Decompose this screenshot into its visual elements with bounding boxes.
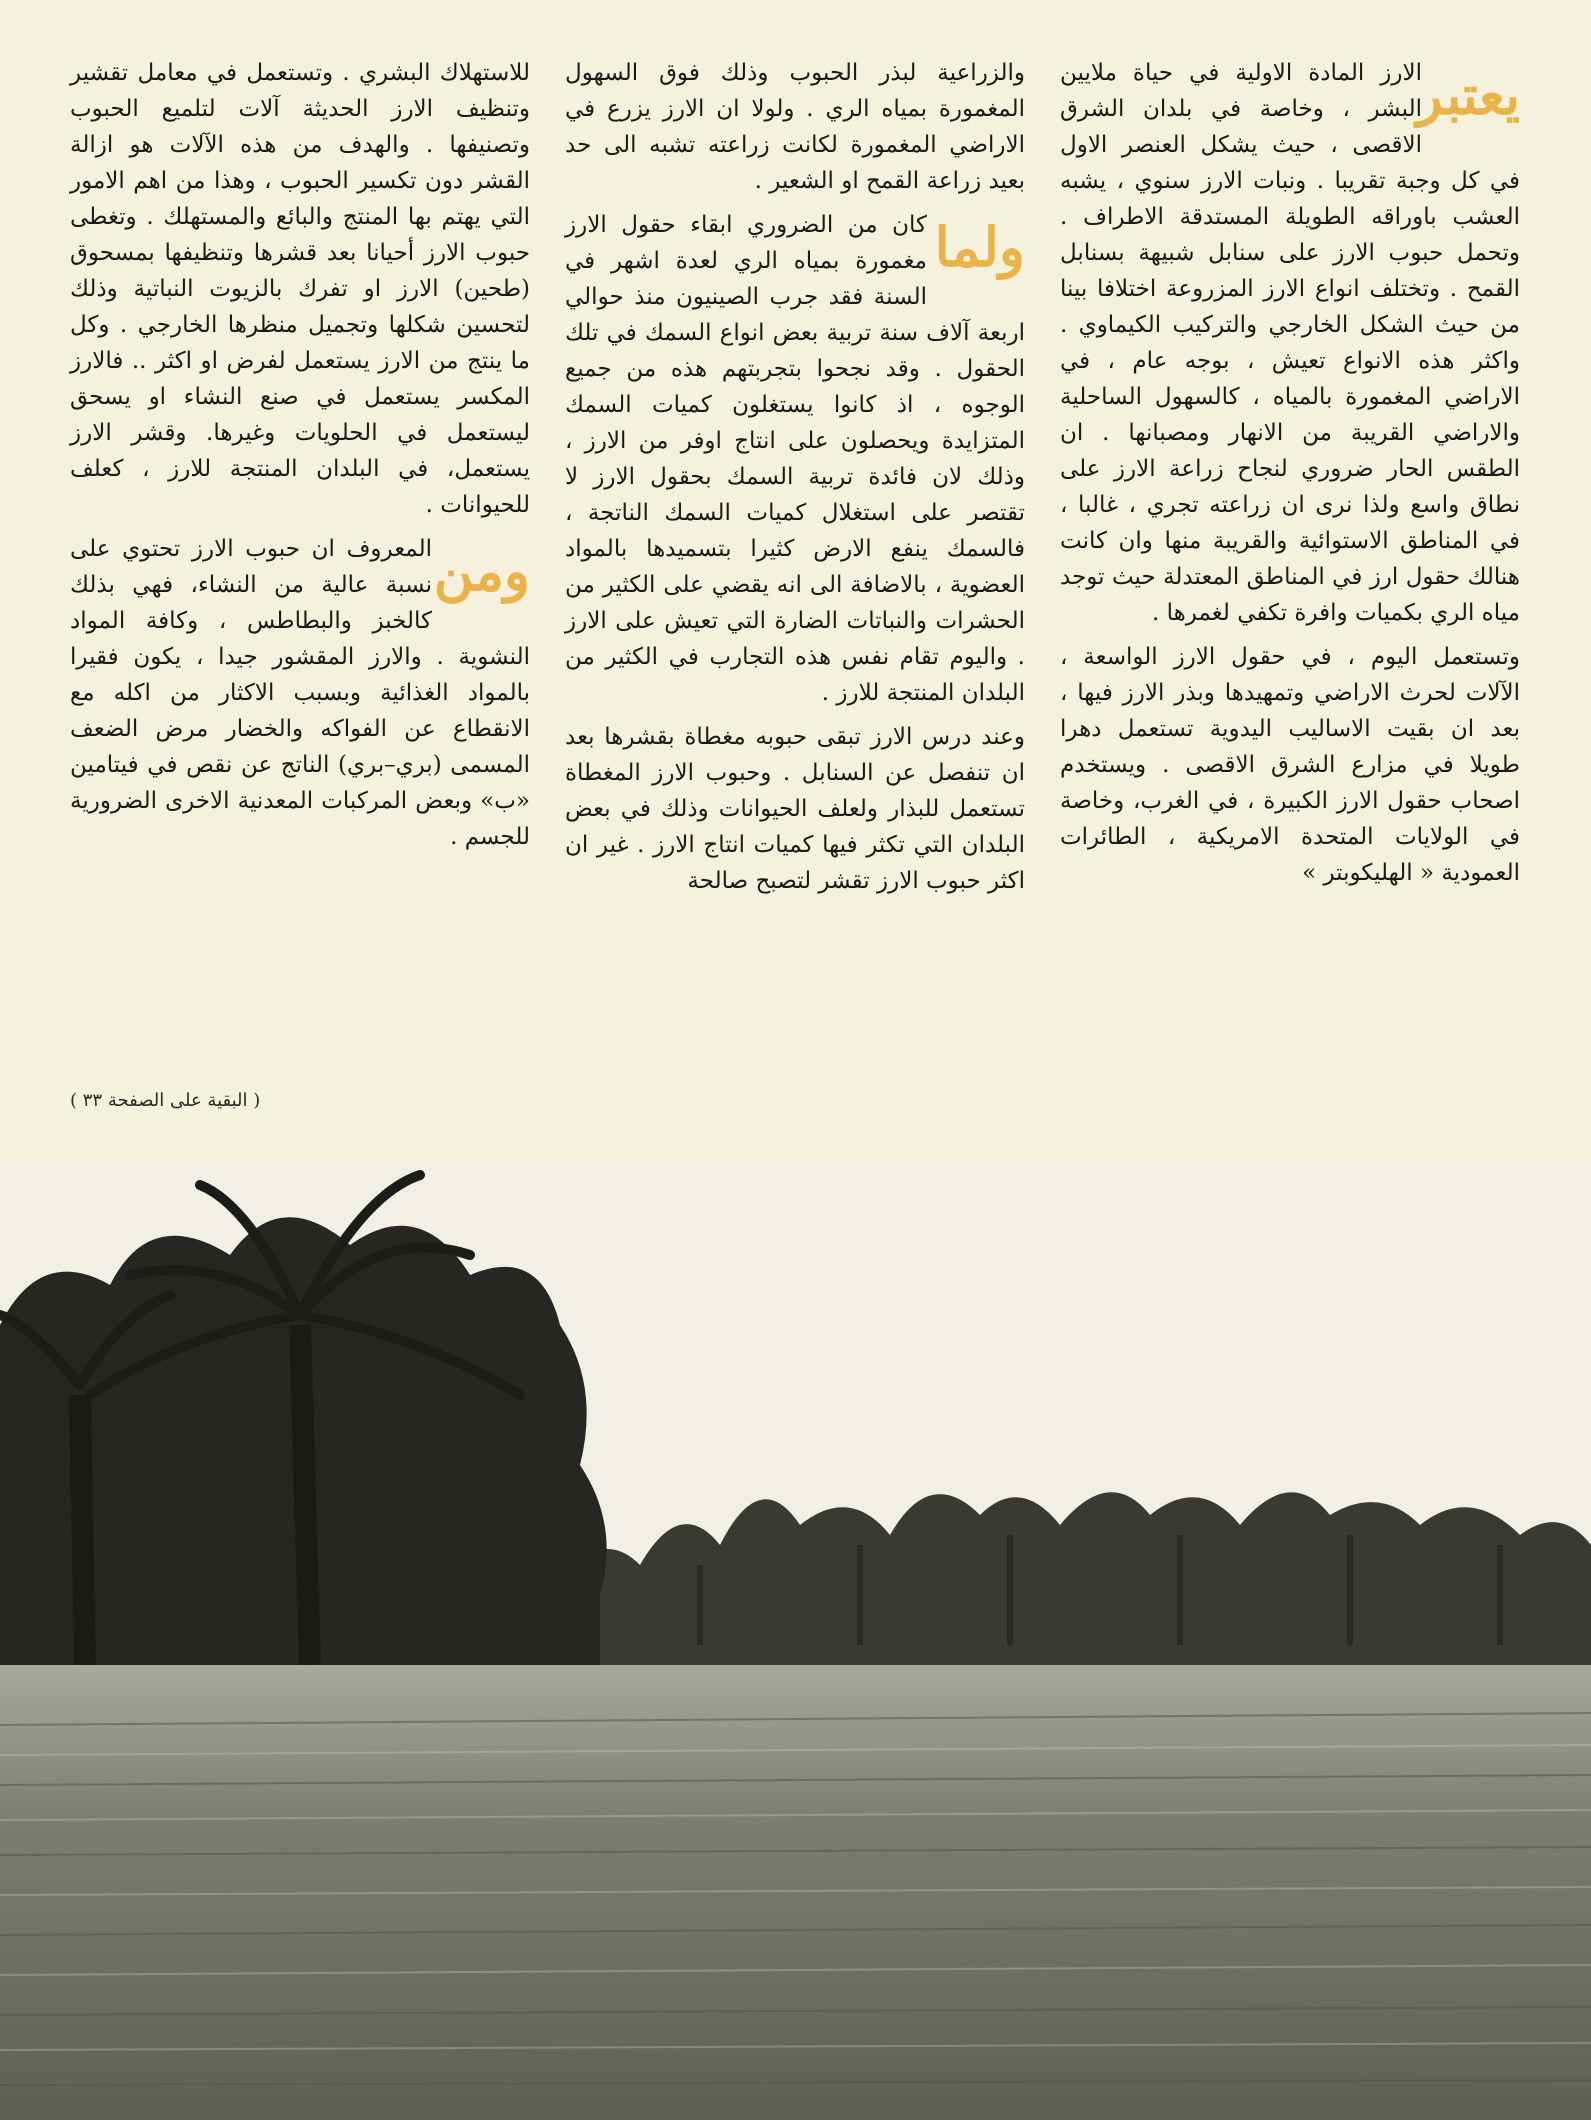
- paragraph-left-2: المعروف ان حبوب الارز تحتوي على نسبة عالية من النشاء، فهي بذلك كالخبز والبطاطس ، وكافة المواد النشوية . والارز المقشور جيدا ، يكون فقيرا بالمواد الغذائية وبسبب الاكثار من اكله مع الانقطاع عن الفواكه والخضار مرض الضعف المسمى (بري–بري) الناتج عن نقص في فيتامين «ب» وبعض المركبات المعدنية الاخرى الضرورية للجسم .: [70, 536, 530, 850]
- paragraph-right-1: الارز المادة الاولية في حياة ملايين البشر ، وخاصة في بلدان الشرق الاقصى ، حيث يشكل العنصر الاول في كل وجبة تقريبا . ونبات الارز سنوي ، يشبه العشب باوراقه الطويلة المستدقة الاطراف . وتحمل حبوب الارز على سنابل شبيهة بسنابل القمح . وتختلف انواع الارز المزروعة اختلافا بينا من حيث الشكل الخارجي والتركيب الكيماوي . واكثر هذه الانواع تعيش ، بوجه عام ، في الاراضي المغمورة بالمياه ، كالسهول الساحلية والاراضي القريبة من الانهار ومصبانها . ان الطقس الحار ضروري لنجاح زراعة الارز على نطاق واسع ولذا نرى ان زراعته تجري ، غالبا ، في المناطق الاستوائية والقريبة منها وان كانت هنالك حقول ارز في المناطق المعتدلة حيث توجد مياه الري بكميات وافرة تكفي لغمرها .: [1060, 60, 1520, 626]
- rice-field: [0, 1665, 1591, 2120]
- paragraph-right-2: وتستعمل اليوم ، في حقول الارز الواسعة ، الآلات لحرث الاراضي وتمهيدها وبذر الارز فيها ، بعد ان بقيت الاساليب اليدوية تستعمل دهرا طويلا في مزارع الشرق الاقصى . ويستخدم اصحاب حقول الارز الكبيرة ، في الغرب، وخاصة في الولايات المتحدة الامريكية ، الطائرات العمودية « الهليكوبتر »: [1060, 644, 1520, 886]
- paragraph-left-1: للاستهلاك البشري . وتستعمل في معامل تقشير وتنظيف الارز الحديثة آلات لتلميع الحبوب وتصنيفها . والهدف من هذه الآلات هو ازالة القشر دون تكسير الحبوب ، وهذا من اهم الامور التي يهتم بها المنتج والبائع والمستهلك . وتغطى حبوب الارز أحيانا بعد قشرها وتنظيفها بمسحوق (طحين) الارز او تفرك بالزيوت النباتية وذلك لتحسين شكلها وتجميل منظرها الخارجي . وكل ما ينتج من الارز يستعمل لفرض او اكثر .. فالارز المكسر يستعمل في صنع النشاء او يسحق ليستعمل في الحلويات وغيرها. وقشر الارز يستعمل، في البلدان المنتجة للارز ، كعلف للحيوانات .: [70, 60, 530, 518]
- paragraph-middle-1: والزراعية لبذر الحبوب وذلك فوق السهول المغمورة بمياه الري . ولولا ان الارز يزرع في الاراضي المغمورة لكانت زراعته تشبه الى حد بعيد زراعة القمح او الشعير .: [565, 60, 1025, 194]
- paragraph-middle-2: كان من الضروري ابقاء حقول الارز مغمورة بمياه الري لعدة اشهر في السنة فقد جرب الصينيون منذ حوالي اربعة آلاف سنة تربية بعض انواع السمك في تلك الحقول . وقد نجحوا بتجربتهم هذه من جميع الوجوه ، اذ كانوا يستغلون كميات السمك المتزايدة ويحصلون على انتاج اوفر من الارز ، وذلك لان فائدة تربية السمك بحقول الارز لا تقتصر على استغلال كميات السمك الناتجة ، فالسمك ينفع الارض كثيرا بتسميدها بالمواد العضوية ، بالاضافة الى انه يقضي على الكثير من الحشرات والنباتات الضارة التي تعيش على الارز . واليوم تقام نفس هذه التجارب في الكثير من البلدان المنتجة للارز .: [565, 212, 1025, 706]
- article-columns: [70, 55, 1520, 1135]
- palm-grove-photo: [0, 1165, 1591, 2120]
- continued-note: ( البقية على الصفحة ٣٣ ): [70, 1090, 261, 1111]
- dropcap-left: ومن: [433, 539, 530, 603]
- dropcap-middle: ولما: [934, 215, 1025, 279]
- column-left: [70, 55, 530, 1135]
- dropcap-right: يعتبر: [1416, 63, 1520, 127]
- column-right: [1060, 55, 1520, 1135]
- photo-illustration: [0, 1165, 1591, 2120]
- column-middle: [565, 55, 1025, 1135]
- paragraph-middle-3: وعند درس الارز تبقى حبوبه مغطاة بقشرها بعد ان تنفصل عن السنابل . وحبوب الارز المغطاة تستعمل للبذار ولعلف الحيوانات وذلك في بعض البلدان التي تكثر فيها كميات انتاج الارز . غير ان اكثر حبوب الارز تقشر لتصبح صالحة: [565, 724, 1025, 894]
